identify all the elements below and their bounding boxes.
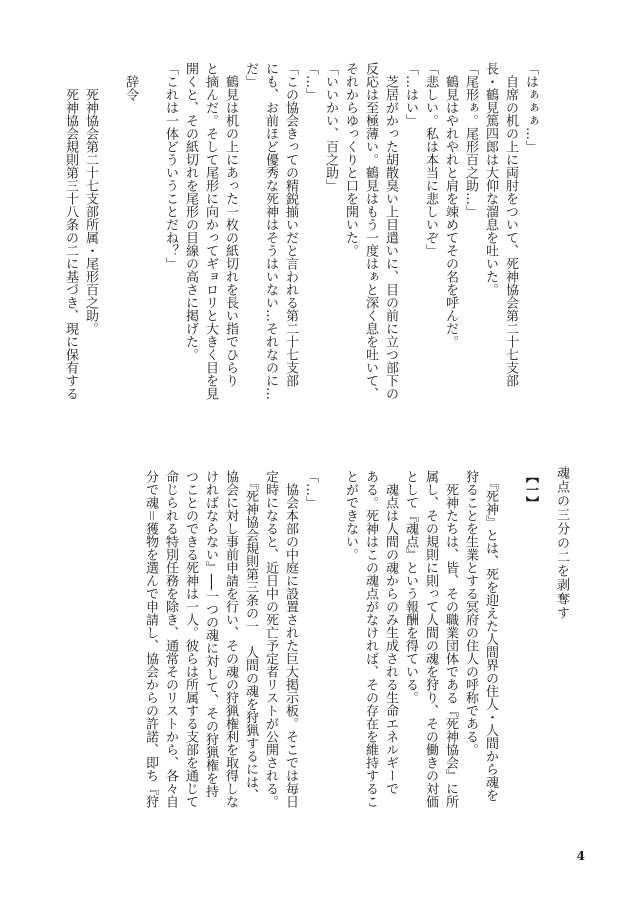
text-line: 長・鶴見篤四郎は大仰な溜息を吐いた。 [483, 62, 498, 296]
text-line: 鶴見はやれやれと肩を竦めてその名を呼んだ。 [443, 62, 458, 348]
text-line: だ」 [243, 62, 258, 88]
text-line: 「尾形ぁ。尾形百之助…」 [463, 62, 478, 218]
text-line: 「…」 [303, 62, 318, 101]
text-line: 開くと、その紙切れを尾形の目線の高さに掲げた。 [183, 62, 198, 361]
text-line: 鶴見は机の上にあった一枚の紙切れを長い指でひらり [223, 62, 238, 387]
text-line: 「いいかい、百之助」 [323, 62, 338, 192]
text-line: 協会本部の中庭に設置された巨大掲示板。そこでは毎日 [283, 470, 298, 808]
text-line: 狩ることを生業とする冥府の住人の呼称である。 [463, 470, 478, 756]
text-line: 「これは一体どういうことだね？」 [163, 62, 178, 270]
text-line: 自席の机の上に両肘をついて、死神協会第二十七支部 [503, 62, 518, 387]
text-line: 死神たちは、皆、その職業団体である『死神協会』に所 [443, 470, 458, 808]
text-line: ある。死神はこの魂点がなければ、その存在を維持するこ [363, 470, 378, 808]
text-line: 属し、その規則に則って人間の魂を狩り、その働きの対価 [423, 470, 438, 808]
text-line: 分で魂＝獲物を選んで申請し、協会からの許諾、即ち『狩 [143, 470, 158, 808]
text-line: ければならない』──一つの魂に対して、その狩猟権を持 [203, 470, 218, 798]
text-line: 定時になると、近日中の死亡予定者リストが公開される。 [263, 470, 278, 808]
chapter-heading: 【一】 [523, 470, 538, 509]
text-line [320, 470, 340, 820]
text-line: として『魂点』という報酬を得ている。 [403, 470, 418, 704]
text-line: 命じられる特別任務を除き、通常そのリストから、各々自 [163, 470, 178, 808]
text-line: にも、お前ほど優秀な死神はそうはいない…それなのに… [263, 62, 278, 400]
text-line [140, 62, 160, 417]
text-line: 「はぁぁぁ…」 [523, 62, 538, 153]
text-line: と摘んだ。そして尾形に向かってギョロリと大きく目を見 [203, 62, 218, 400]
text-line: 『死神』とは、死を迎えた人間界の住人・人間から魂を [483, 470, 498, 802]
text-line: つことのできる死神は一人。彼らは所属する支部を通じて [183, 470, 198, 808]
lower-text-block [100, 470, 540, 820]
text-line [100, 62, 120, 417]
text-line: 魂点は人間の魂からのみ生成される生命エネルギーで [383, 470, 398, 795]
text-line: 「…」 [303, 470, 318, 509]
text-line: 辞令 [123, 62, 138, 101]
text-line: 芝居がかった胡散臭い上目遣いに、目の前に立つ部下の [383, 62, 398, 400]
text-line: 協会に対し事前申請を行い、その魂の狩猟権利を取得しな [223, 470, 238, 808]
text-line: 「この協会きっての精鋭揃いだと言われる第二十七支部 [283, 62, 298, 387]
running-title: 魂点の三分の二を剥奪す [554, 466, 569, 620]
text-line: 反応は至極薄い。鶴見はもう一度はぁと深く息を吐いて、 [363, 62, 378, 400]
text-line: 「…はい」 [403, 62, 418, 127]
page-number: 4 [576, 849, 585, 863]
text-line: とができない。 [343, 470, 358, 561]
text-line: それからゆっくりと口を開いた。 [343, 62, 358, 257]
upper-text-block [63, 62, 540, 417]
text-line: 「悲しい。私は本当に悲しいぞ」 [423, 62, 438, 257]
text-line: 死神協会規則第三十八条の二に基づき、現に保有する [63, 62, 78, 400]
spacer [500, 470, 520, 820]
text-line: 死神協会第二十七支部所属・尾形百之助。 [83, 62, 98, 335]
text-line: 『死神協会規則第三条の一 人間の魂を狩猟するには、 [243, 470, 258, 802]
